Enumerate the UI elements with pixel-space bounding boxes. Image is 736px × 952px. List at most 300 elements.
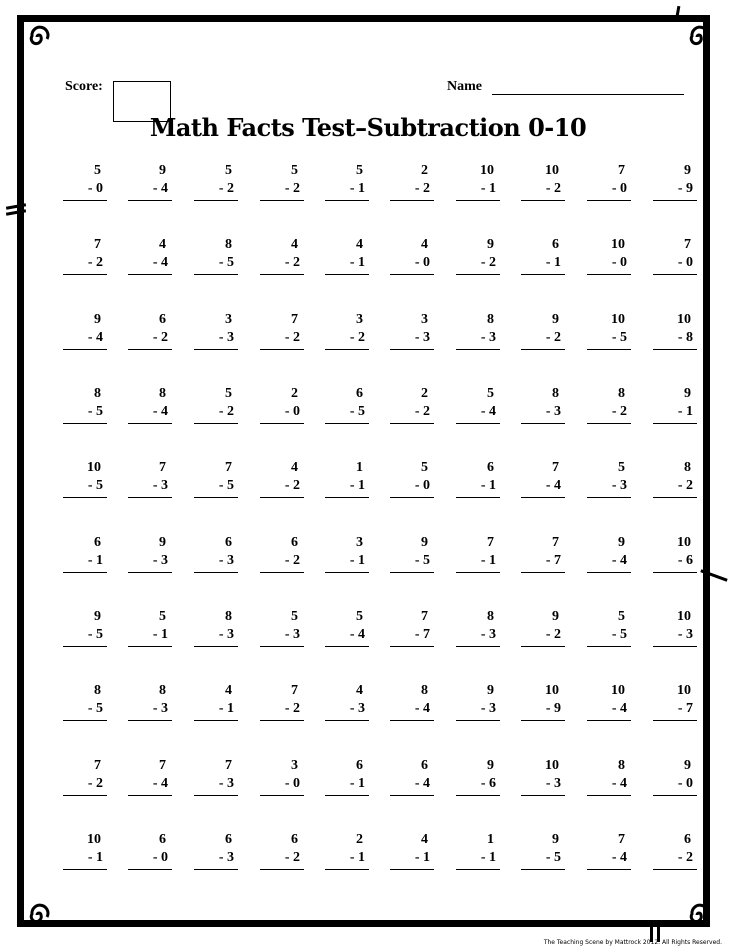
subtraction-problem[interactable] (587, 831, 631, 870)
subtrahend: - 2 (653, 477, 697, 498)
minuend: 8 (225, 237, 232, 252)
subtrahend: - 2 (194, 403, 238, 424)
minuend: 9 (684, 386, 691, 401)
minuend: 5 (356, 163, 363, 178)
subtraction-problem[interactable] (63, 682, 107, 721)
minuend: 4 (356, 683, 363, 698)
minuend: 7 (291, 312, 298, 327)
subtraction-problem[interactable] (521, 459, 565, 498)
subtraction-problem[interactable] (390, 831, 434, 870)
subtraction-problem[interactable] (456, 608, 500, 647)
subtraction-problem[interactable] (653, 459, 697, 498)
subtraction-problem[interactable] (63, 534, 107, 573)
subtrahend: - 1 (194, 700, 238, 721)
subtrahend: - 4 (325, 626, 369, 647)
subtraction-problem[interactable] (325, 831, 369, 870)
subtraction-problem[interactable] (63, 311, 107, 350)
subtrahend: - 2 (260, 329, 304, 350)
minuend: 7 (225, 758, 232, 773)
subtraction-problem[interactable] (390, 236, 434, 275)
minuend: 8 (487, 312, 494, 327)
subtrahend: - 9 (521, 700, 565, 721)
minuend: 10 (480, 163, 494, 178)
subtrahend: - 5 (194, 477, 238, 498)
subtraction-problem[interactable] (456, 236, 500, 275)
subtraction-problem[interactable] (63, 757, 107, 796)
minuend: 6 (159, 312, 166, 327)
subtraction-problem[interactable] (194, 682, 238, 721)
subtraction-problem[interactable] (587, 162, 631, 201)
subtrahend: - 3 (194, 552, 238, 573)
subtraction-problem[interactable] (325, 311, 369, 350)
minuend: 9 (159, 535, 166, 550)
minuend: 2 (356, 832, 363, 847)
subtraction-problem[interactable] (325, 534, 369, 573)
subtrahend: - 3 (325, 700, 369, 721)
subtraction-problem[interactable] (194, 236, 238, 275)
copyright-footer: The Teaching Scene by Mattrock 2012. All Rights Reserved. (543, 939, 722, 946)
minuend: 10 (545, 683, 559, 698)
subtraction-problem[interactable] (456, 757, 500, 796)
subtrahend: - 2 (521, 626, 565, 647)
subtrahend: - 4 (128, 403, 172, 424)
subtrahend: - 5 (390, 552, 434, 573)
subtrahend: - 1 (325, 477, 369, 498)
subtraction-problem[interactable] (194, 608, 238, 647)
minuend: 7 (618, 832, 625, 847)
subtrahend: - 0 (390, 477, 434, 498)
subtrahend: - 3 (390, 329, 434, 350)
subtrahend: - 5 (587, 626, 631, 647)
subtrahend: - 1 (653, 403, 697, 424)
subtrahend: - 3 (653, 626, 697, 647)
minuend: 7 (487, 535, 494, 550)
subtraction-problem[interactable] (128, 831, 172, 870)
subtrahend: - 3 (194, 849, 238, 870)
subtrahend: - 1 (456, 180, 500, 201)
minuend: 6 (356, 758, 363, 773)
minuend: 5 (618, 460, 625, 475)
minuend: 2 (421, 386, 428, 401)
swirl-ornament-icon (26, 902, 52, 928)
minuend: 3 (356, 535, 363, 550)
subtrahend: - 4 (390, 775, 434, 796)
subtrahend: - 2 (194, 180, 238, 201)
subtraction-problem[interactable] (587, 534, 631, 573)
minuend: 8 (94, 386, 101, 401)
subtrahend: - 8 (653, 329, 697, 350)
subtrahend: - 4 (521, 477, 565, 498)
minuend: 9 (684, 758, 691, 773)
minuend: 8 (421, 683, 428, 698)
minuend: 10 (545, 758, 559, 773)
subtraction-problem[interactable] (128, 385, 172, 424)
subtraction-problem[interactable] (260, 534, 304, 573)
subtrahend: - 0 (260, 775, 304, 796)
subtrahend: - 3 (128, 477, 172, 498)
minuend: 9 (421, 535, 428, 550)
subtrahend: - 0 (653, 775, 697, 796)
subtrahend: - 1 (325, 254, 369, 275)
subtraction-problem[interactable] (63, 831, 107, 870)
minuend: 9 (94, 609, 101, 624)
subtrahend: - 4 (587, 775, 631, 796)
minuend: 6 (421, 758, 428, 773)
subtraction-problem[interactable] (390, 385, 434, 424)
minuend: 8 (159, 386, 166, 401)
subtrahend: - 3 (194, 775, 238, 796)
subtraction-problem[interactable] (390, 311, 434, 350)
subtrahend: - 5 (63, 477, 107, 498)
subtrahend: - 1 (456, 849, 500, 870)
swirl-ornament-icon (686, 902, 712, 928)
subtraction-problem[interactable] (63, 459, 107, 498)
subtraction-problem[interactable] (63, 385, 107, 424)
subtrahend: - 3 (456, 700, 500, 721)
subtrahend: - 6 (456, 775, 500, 796)
minuend: 9 (618, 535, 625, 550)
subtrahend: - 1 (456, 552, 500, 573)
subtraction-problem[interactable] (587, 608, 631, 647)
subtraction-problem[interactable] (128, 459, 172, 498)
minuend: 5 (225, 386, 232, 401)
minuend: 9 (552, 832, 559, 847)
minuend: 5 (618, 609, 625, 624)
subtrahend: - 4 (128, 180, 172, 201)
subtrahend: - 3 (128, 700, 172, 721)
minuend: 4 (421, 832, 428, 847)
name-line[interactable] (492, 94, 684, 95)
minuend: 8 (552, 386, 559, 401)
minuend: 4 (421, 237, 428, 252)
subtraction-problem[interactable] (653, 385, 697, 424)
score-label: Score: (65, 79, 103, 94)
subtrahend: - 2 (260, 477, 304, 498)
minuend: 6 (159, 832, 166, 847)
subtraction-problem[interactable] (653, 831, 697, 870)
subtrahend: - 0 (63, 180, 107, 201)
minuend: 3 (225, 312, 232, 327)
subtraction-problem[interactable] (587, 236, 631, 275)
subtrahend: - 7 (521, 552, 565, 573)
minuend: 9 (552, 312, 559, 327)
subtraction-problem[interactable] (653, 534, 697, 573)
subtrahend: - 4 (128, 254, 172, 275)
subtraction-problem[interactable] (456, 385, 500, 424)
minuend: 5 (159, 609, 166, 624)
subtrahend: - 7 (653, 700, 697, 721)
subtrahend: - 2 (587, 403, 631, 424)
minuend: 10 (611, 312, 625, 327)
subtraction-problem[interactable] (521, 682, 565, 721)
subtrahend: - 2 (63, 775, 107, 796)
subtraction-problem[interactable] (390, 162, 434, 201)
subtrahend: - 4 (587, 700, 631, 721)
minuend: 6 (356, 386, 363, 401)
subtraction-problem[interactable] (325, 459, 369, 498)
subtraction-problem[interactable] (325, 757, 369, 796)
subtraction-problem[interactable] (653, 236, 697, 275)
subtrahend: - 2 (390, 180, 434, 201)
subtrahend: - 0 (653, 254, 697, 275)
subtraction-problem[interactable] (260, 608, 304, 647)
minuend: 3 (291, 758, 298, 773)
subtrahend: - 9 (653, 180, 697, 201)
minuend: 6 (291, 535, 298, 550)
subtraction-problem[interactable] (456, 459, 500, 498)
subtrahend: - 3 (456, 329, 500, 350)
subtrahend: - 4 (587, 552, 631, 573)
subtrahend: - 2 (521, 180, 565, 201)
subtrahend: - 1 (63, 552, 107, 573)
minuend: 9 (487, 683, 494, 698)
subtrahend: - 5 (63, 626, 107, 647)
subtrahend: - 2 (325, 329, 369, 350)
subtrahend: - 7 (390, 626, 434, 647)
subtraction-problem[interactable] (521, 236, 565, 275)
subtraction-problem[interactable] (260, 162, 304, 201)
subtraction-problem[interactable] (325, 162, 369, 201)
subtraction-problem[interactable] (325, 608, 369, 647)
subtraction-problem[interactable] (63, 608, 107, 647)
minuend: 6 (487, 460, 494, 475)
minuend: 9 (159, 163, 166, 178)
minuend: 10 (611, 237, 625, 252)
subtraction-problem[interactable] (587, 757, 631, 796)
minuend: 3 (421, 312, 428, 327)
subtrahend: - 1 (325, 180, 369, 201)
subtrahend: - 0 (390, 254, 434, 275)
subtrahend: - 1 (521, 254, 565, 275)
subtrahend: - 6 (653, 552, 697, 573)
minuend: 7 (618, 163, 625, 178)
subtraction-problem[interactable] (194, 534, 238, 573)
minuend: 10 (545, 163, 559, 178)
minuend: 7 (94, 758, 101, 773)
subtrahend: - 4 (390, 700, 434, 721)
subtrahend: - 0 (587, 254, 631, 275)
subtrahend: - 0 (587, 180, 631, 201)
subtraction-problem[interactable] (390, 608, 434, 647)
minuend: 9 (487, 758, 494, 773)
subtraction-problem[interactable] (653, 311, 697, 350)
minuend: 7 (552, 460, 559, 475)
subtrahend: - 1 (325, 552, 369, 573)
minuend: 5 (421, 460, 428, 475)
minuend: 10 (87, 460, 101, 475)
minuend: 10 (611, 683, 625, 698)
subtraction-problem[interactable] (194, 385, 238, 424)
subtraction-problem[interactable] (260, 757, 304, 796)
subtraction-problem[interactable] (587, 459, 631, 498)
subtraction-problem[interactable] (521, 385, 565, 424)
subtrahend: - 4 (63, 329, 107, 350)
minuend: 8 (487, 609, 494, 624)
subtraction-problem[interactable] (521, 608, 565, 647)
subtrahend: - 5 (194, 254, 238, 275)
minuend: 4 (291, 460, 298, 475)
subtraction-problem[interactable] (456, 831, 500, 870)
minuend: 7 (94, 237, 101, 252)
swirl-ornament-icon (686, 24, 712, 50)
subtraction-problem[interactable] (194, 459, 238, 498)
subtrahend: - 2 (260, 180, 304, 201)
subtraction-problem[interactable] (260, 311, 304, 350)
subtrahend: - 5 (63, 700, 107, 721)
minuend: 7 (291, 683, 298, 698)
minuend: 8 (618, 386, 625, 401)
minuend: 6 (94, 535, 101, 550)
subtrahend: - 2 (260, 552, 304, 573)
subtrahend: - 1 (325, 775, 369, 796)
subtrahend: - 2 (260, 700, 304, 721)
subtraction-problem[interactable] (390, 534, 434, 573)
subtrahend: - 2 (260, 254, 304, 275)
minuend: 6 (684, 832, 691, 847)
subtrahend: - 3 (128, 552, 172, 573)
minuend: 5 (487, 386, 494, 401)
minuend: 8 (684, 460, 691, 475)
minuend: 2 (421, 163, 428, 178)
minuend: 5 (94, 163, 101, 178)
subtraction-problem[interactable] (260, 236, 304, 275)
minuend: 5 (225, 163, 232, 178)
minuend: 9 (94, 312, 101, 327)
subtrahend: - 3 (521, 403, 565, 424)
subtrahend: - 2 (653, 849, 697, 870)
minuend: 10 (677, 683, 691, 698)
subtrahend: - 3 (194, 329, 238, 350)
subtraction-problem[interactable] (521, 757, 565, 796)
subtraction-problem[interactable] (325, 682, 369, 721)
subtraction-problem[interactable] (521, 162, 565, 201)
minuend: 9 (552, 609, 559, 624)
page-title: Math Facts Test–Subtraction 0-10 (149, 113, 587, 142)
subtraction-problem[interactable] (390, 459, 434, 498)
subtraction-problem[interactable] (653, 682, 697, 721)
subtraction-problem[interactable] (128, 608, 172, 647)
subtraction-problem[interactable] (63, 162, 107, 201)
subtraction-problem[interactable] (128, 757, 172, 796)
subtraction-problem[interactable] (587, 682, 631, 721)
minuend: 8 (94, 683, 101, 698)
minuend: 4 (356, 237, 363, 252)
minuend: 8 (225, 609, 232, 624)
subtraction-problem[interactable] (128, 162, 172, 201)
subtraction-problem[interactable] (521, 311, 565, 350)
subtrahend: - 2 (63, 254, 107, 275)
minuend: 3 (356, 312, 363, 327)
subtraction-problem[interactable] (456, 534, 500, 573)
subtraction-problem[interactable] (587, 311, 631, 350)
subtraction-problem[interactable] (325, 236, 369, 275)
minuend: 1 (356, 460, 363, 475)
subtraction-problem[interactable] (194, 311, 238, 350)
subtraction-problem[interactable] (128, 534, 172, 573)
subtraction-problem[interactable] (260, 682, 304, 721)
subtrahend: - 3 (260, 626, 304, 647)
subtrahend: - 0 (260, 403, 304, 424)
subtrahend: - 1 (390, 849, 434, 870)
minuend: 6 (225, 535, 232, 550)
subtrahend: - 5 (521, 849, 565, 870)
minuend: 6 (291, 832, 298, 847)
subtraction-problem[interactable] (456, 162, 500, 201)
subtraction-problem[interactable] (653, 162, 697, 201)
subtraction-problem[interactable] (653, 608, 697, 647)
subtrahend: - 1 (456, 477, 500, 498)
subtraction-problem[interactable] (260, 831, 304, 870)
subtraction-problem[interactable] (456, 682, 500, 721)
subtraction-problem[interactable] (456, 311, 500, 350)
minuend: 7 (225, 460, 232, 475)
subtrahend: - 3 (194, 626, 238, 647)
minuend: 7 (552, 535, 559, 550)
subtrahend: - 5 (63, 403, 107, 424)
subtraction-problem[interactable] (390, 757, 434, 796)
subtrahend: - 3 (587, 477, 631, 498)
minuend: 7 (159, 758, 166, 773)
subtrahend: - 4 (456, 403, 500, 424)
subtraction-problem[interactable] (128, 236, 172, 275)
subtrahend: - 3 (521, 775, 565, 796)
subtrahend: - 2 (521, 329, 565, 350)
minuend: 4 (291, 237, 298, 252)
subtraction-problem[interactable] (521, 534, 565, 573)
minuend: 10 (87, 832, 101, 847)
subtrahend: - 1 (128, 626, 172, 647)
minuend: 2 (291, 386, 298, 401)
minuend: 6 (552, 237, 559, 252)
minuend: 6 (225, 832, 232, 847)
subtrahend: - 5 (325, 403, 369, 424)
subtrahend: - 0 (128, 849, 172, 870)
subtrahend: - 4 (587, 849, 631, 870)
minuend: 9 (684, 163, 691, 178)
subtraction-problem[interactable] (128, 311, 172, 350)
subtraction-problem[interactable] (194, 162, 238, 201)
subtraction-problem[interactable] (390, 682, 434, 721)
minuend: 10 (677, 609, 691, 624)
minuend: 7 (421, 609, 428, 624)
subtraction-problem[interactable] (194, 831, 238, 870)
subtraction-problem[interactable] (260, 385, 304, 424)
subtraction-problem[interactable] (194, 757, 238, 796)
subtrahend: - 5 (587, 329, 631, 350)
swirl-ornament-icon (26, 24, 52, 50)
minuend: 10 (677, 535, 691, 550)
minuend: 4 (159, 237, 166, 252)
name-label: Name (447, 79, 482, 94)
subtraction-problem[interactable] (325, 385, 369, 424)
subtraction-problem[interactable] (653, 757, 697, 796)
minuend: 5 (291, 163, 298, 178)
subtrahend: - 4 (128, 775, 172, 796)
subtraction-problem[interactable] (128, 682, 172, 721)
subtraction-problem[interactable] (260, 459, 304, 498)
subtraction-problem[interactable] (587, 385, 631, 424)
minuend: 1 (487, 832, 494, 847)
subtraction-problem[interactable] (63, 236, 107, 275)
minuend: 8 (159, 683, 166, 698)
minuend: 5 (291, 609, 298, 624)
subtraction-problem[interactable] (521, 831, 565, 870)
minuend: 10 (677, 312, 691, 327)
subtrahend: - 1 (63, 849, 107, 870)
subtrahend: - 1 (325, 849, 369, 870)
minuend: 7 (684, 237, 691, 252)
minuend: 5 (356, 609, 363, 624)
